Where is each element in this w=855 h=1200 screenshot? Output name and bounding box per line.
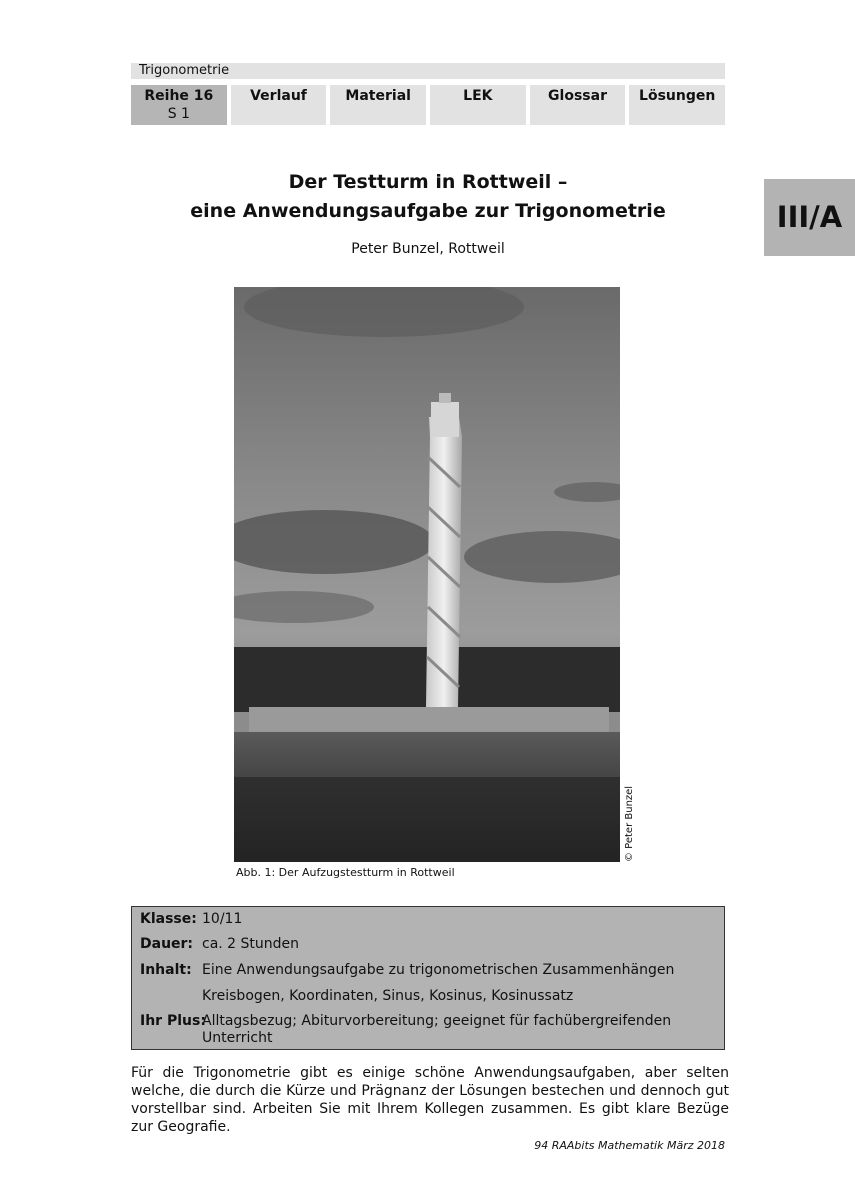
tab-loesungen-label: Lösungen: [639, 88, 716, 104]
photo-caption: Abb. 1: Der Aufzugstestturm in Rottweil: [236, 866, 455, 879]
tab-loesungen[interactable]: [629, 85, 725, 125]
tab-lek-label: LEK: [463, 88, 493, 104]
info-value: Eine Anwendungsaufgabe zu trigonometrischen Zusammenhängen: [202, 962, 675, 978]
info-value: ca. 2 Stunden: [202, 936, 300, 952]
info-label: Ihr Plus:: [140, 1013, 206, 1029]
tab-verlauf-label: Verlauf: [250, 88, 307, 104]
author: Peter Bunzel, Rottweil: [351, 241, 505, 257]
title-line-1: Der Testturm in Rottweil –: [288, 171, 568, 193]
tab-material[interactable]: [330, 85, 426, 125]
footer-source: 94 RAAbits Mathematik März 2018: [534, 1139, 725, 1152]
topic-bar: [131, 63, 725, 79]
tab-reihe[interactable]: [131, 85, 227, 125]
tab-glossar[interactable]: [530, 85, 626, 125]
intro-paragraph: Für die Trigonometrie gibt es einige schöne Anwendungsaufgaben, aber selten welche, die durch die Kürze und Prägnanz der Lösungen bestechen und dennoch gut vorstellbar sind. Arbeiten Sie mit Ihrem Kollegen zusammen. Es gibt klare Bezüge zur Geografie.: [131, 1065, 729, 1135]
tab-reihe-page: S 1: [167, 106, 190, 122]
info-value: 10/11: [202, 911, 243, 927]
title-line-2: eine Anwendungsaufgabe zur Trigonometrie: [190, 200, 666, 222]
tab-glossar-label: Glossar: [548, 88, 607, 104]
tab-material-label: Material: [345, 88, 411, 104]
chapter-badge: III/A: [764, 179, 855, 256]
section-nav: [131, 85, 725, 125]
info-label: Inhalt:: [140, 962, 192, 978]
tab-verlauf[interactable]: [231, 85, 327, 125]
page-title: [131, 168, 725, 226]
tab-reihe-label: Reihe 16: [144, 88, 214, 104]
tab-lek[interactable]: [430, 85, 526, 125]
photo-credit: © Peter Bunzel: [624, 785, 635, 862]
topic-label: Trigonometrie: [139, 63, 230, 78]
info-box: [131, 906, 725, 1050]
tower-photo: [234, 287, 620, 862]
info-label: Klasse:: [140, 911, 197, 927]
info-label: Dauer:: [140, 936, 194, 952]
info-value: Kreisbogen, Koordinaten, Sinus, Kosinus, Kosinussatz: [202, 988, 574, 1004]
info-value: Alltagsbezug; Abiturvorbereitung; geeignet für fachübergreifenden Unterricht: [202, 1013, 672, 1046]
